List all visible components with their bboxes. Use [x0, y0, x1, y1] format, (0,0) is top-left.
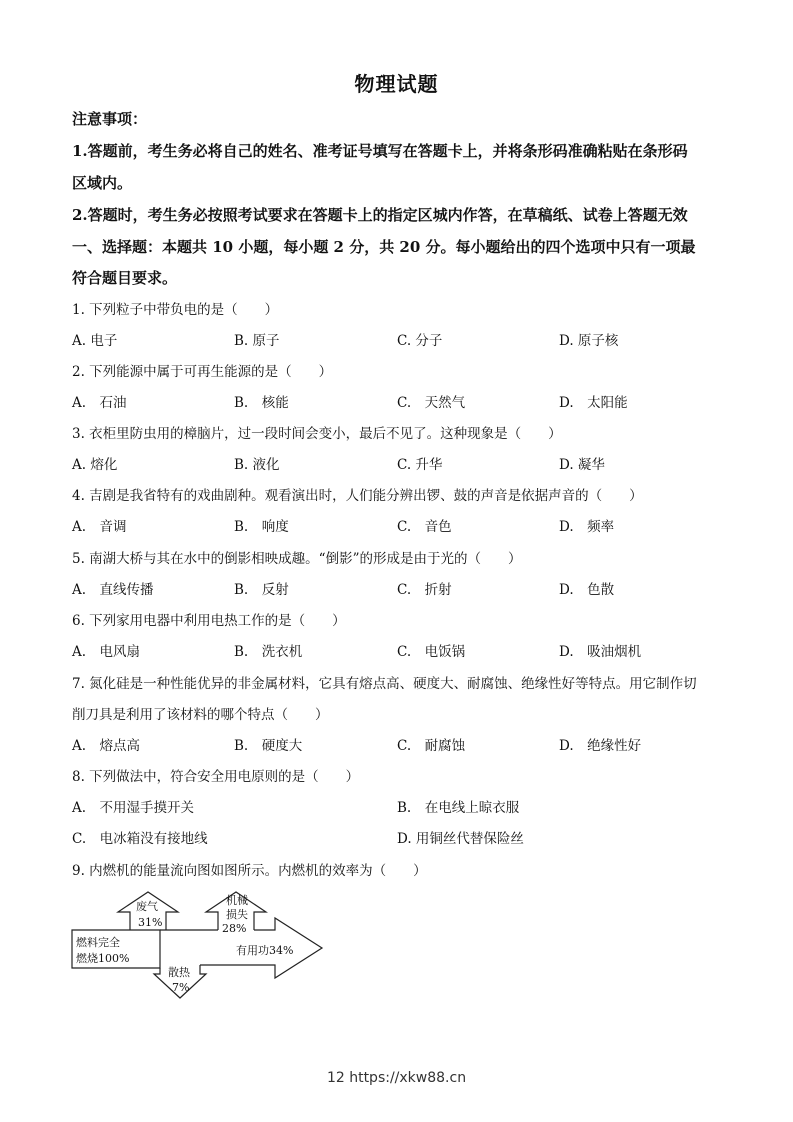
mechanical-loss-value: 28% — [222, 922, 247, 935]
useful-work-label: 有用功34% — [236, 944, 294, 957]
question-1-option-a: A. 电子 — [72, 333, 118, 349]
question-5-option-b: B. 反射 — [234, 582, 289, 598]
question-6-option-b: B. 洗衣机 — [234, 644, 303, 660]
question-7-stem-line-2: 削刀具是利用了该材料的哪个特点（ ） — [72, 707, 329, 723]
question-6-option-a: A. 电风扇 — [72, 644, 141, 660]
question-2-option-b: B. 核能 — [234, 395, 289, 411]
page-footer: 12 https://xkw88.cn — [326, 1070, 467, 1086]
question-1-option-d: D. 原子核 — [559, 333, 619, 349]
question-6-stem: 6. 下列家用电器中利用电热工作的是（ ） — [72, 613, 346, 629]
question-5-option-d: D. 色散 — [559, 582, 615, 598]
question-3-option-a: A. 熔化 — [72, 457, 118, 473]
question-4-option-c: C. 音色 — [397, 519, 452, 535]
question-7-option-c: C. 耐腐蚀 — [397, 738, 466, 754]
notice-item-1-line-2: 区域内。 — [72, 174, 133, 192]
question-8-stem: 8. 下列做法中，符合安全用电原则的是（ ） — [72, 769, 360, 785]
heat-loss-value: 7% — [172, 981, 190, 994]
notice-item-2: 2.答题时，考生务必按照考试要求在答题卡上的指定区城内作答，在草稿纸、试卷上答题无效 — [72, 206, 688, 224]
question-1-option-b: B. 原子 — [234, 333, 280, 349]
question-7-stem-line-1: 7. 氮化硅是一种性能优异的非金属材料，它具有熔点高、硬度大、耐腐蚀、绝缘性好等特点。用它制作切 — [72, 676, 697, 692]
question-4-option-b: B. 响度 — [234, 519, 289, 535]
question-2-option-d: D. 太阳能 — [559, 395, 628, 411]
question-3-option-d: D. 凝华 — [559, 457, 605, 473]
question-2-option-c: C. 天然气 — [397, 395, 466, 411]
question-8-option-b: B. 在电线上晾衣服 — [397, 800, 520, 816]
question-4-option-d: D. 频率 — [559, 519, 615, 535]
section-heading-line-2: 符合题目要求。 — [72, 269, 178, 287]
heat-loss-label: 散热 — [168, 966, 190, 979]
question-2-stem: 2. 下列能源中属于可再生能源的是（ ） — [72, 364, 333, 380]
question-3-option-c: C. 升华 — [397, 457, 443, 473]
mechanical-loss-label-line-2: 损失 — [226, 908, 248, 921]
question-7-option-a: A. 熔点高 — [72, 738, 141, 754]
notice-item-1-line-1: 1.答题前，考生务必将自己的姓名、准考证号填写在答题卡上，并将条形码准确粘贴在条形码 — [72, 142, 688, 160]
question-5-stem: 5. 南湖大桥与其在水中的倒影相映成趣。“倒影”的形成是由于光的（ ） — [72, 551, 522, 567]
input-label-line-2: 燃烧100% — [76, 952, 130, 965]
question-4-stem: 4. 吉剧是我省特有的戏曲剧种。观看演出时，人们能分辨出锣、鼓的声音是依据声音的（ ） — [72, 488, 643, 504]
mechanical-loss-label-line-1: 机械 — [226, 894, 248, 907]
question-1-option-c: C. 分子 — [397, 333, 443, 349]
question-9-stem: 9. 内燃机的能量流向图如图所示。内燃机的效率为（ ） — [72, 863, 427, 879]
input-label-line-1: 燃料完全 — [76, 936, 120, 949]
question-8-option-d: D. 用铜丝代替保险丝 — [397, 831, 524, 847]
question-8-option-c: C. 电冰箱没有接地线 — [72, 831, 208, 847]
exhaust-value: 31% — [138, 916, 163, 929]
question-7-option-d: D. 绝缘性好 — [559, 738, 642, 754]
question-5-option-c: C. 折射 — [397, 582, 452, 598]
notice-heading: 注意事项： — [72, 110, 148, 128]
question-4-option-a: A. 音调 — [72, 519, 127, 535]
question-7-option-b: B. 硬度大 — [234, 738, 303, 754]
page-title: 物理试题 — [354, 72, 439, 96]
question-3-option-b: B. 液化 — [234, 457, 280, 473]
question-8-option-a: A. 不用湿手摸开关 — [72, 800, 195, 816]
question-1-stem: 1. 下列粒子中带负电的是（ ） — [72, 302, 279, 318]
question-6-option-d: D. 吸油烟机 — [559, 644, 642, 660]
question-2-option-a: A. 石油 — [72, 395, 127, 411]
energy-flow-diagram — [70, 890, 335, 1010]
question-3-stem: 3. 衣柜里防虫用的樟脑片，过一段时间会变小，最后不见了。这种现象是（ ） — [72, 426, 562, 442]
section-heading-line-1: 一、选择题：本题共 10 小题，每小题 2 分，共 20 分。每小题给出的四个选项中只有一项最 — [72, 238, 696, 256]
question-5-option-a: A. 直线传播 — [72, 582, 154, 598]
exhaust-label: 废气 — [136, 900, 158, 913]
question-6-option-c: C. 电饭锅 — [397, 644, 466, 660]
